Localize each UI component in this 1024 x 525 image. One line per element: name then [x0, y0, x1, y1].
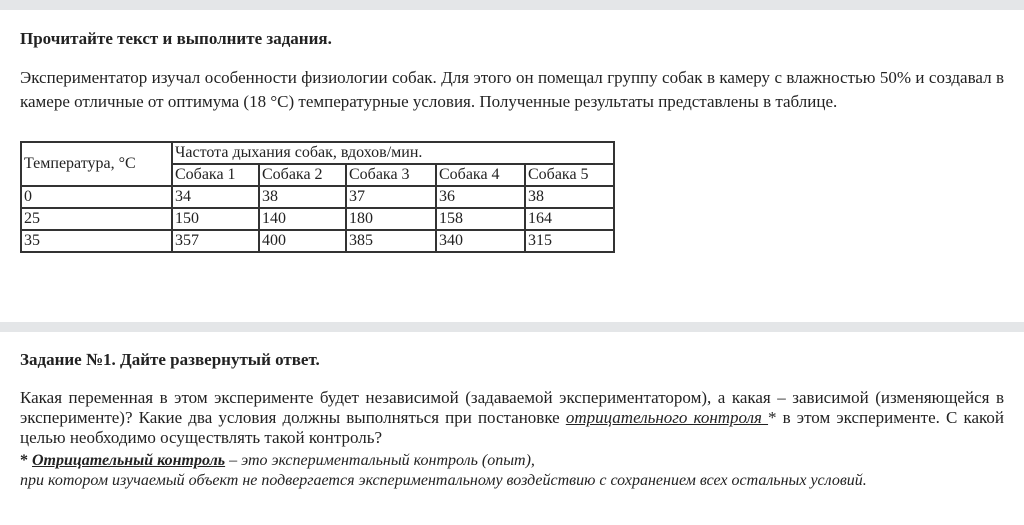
- section-divider: [0, 322, 1024, 332]
- footnote-definition-start: – это экспериментальный контроль (опыт),: [225, 452, 535, 469]
- footnote-line-1: [20, 451, 1004, 471]
- value-cell: 38: [259, 186, 346, 208]
- dog-header: Собака 3: [346, 164, 436, 186]
- temperature-cell: 35: [21, 230, 172, 252]
- value-cell: 180: [346, 208, 436, 230]
- value-cell: 38: [525, 186, 614, 208]
- footnote: [20, 451, 1004, 491]
- value-cell: 36: [436, 186, 525, 208]
- temperature-header: Температура, °C: [21, 142, 172, 186]
- respiration-group-header: Частота дыхания собак, вдохов/мин.: [172, 142, 614, 164]
- question-text-start: Какая переменная в этом эксперименте будет независимой (задаваемой экспериментатором), а какая – зависимой (изменяющейся в эксперименте)? Какие два условия должны выполняться при постановке: [20, 388, 1004, 427]
- section-title: Прочитайте текст и выполните задания.: [20, 29, 332, 48]
- value-cell: 158: [436, 208, 525, 230]
- value-cell: 140: [259, 208, 346, 230]
- table-row: [21, 186, 614, 208]
- value-cell: 34: [172, 186, 259, 208]
- value-cell: 150: [172, 208, 259, 230]
- temperature-cell: 0: [21, 186, 172, 208]
- table-row: [21, 208, 614, 230]
- dog-header: Собака 1: [172, 164, 259, 186]
- intro-paragraph: Экспериментатор изучал особенности физиологии собак. Для этого он помещал группу собак в камеру с влажностью 50% и создавал в камере отличные от оптимума (18 °C) температурные условия. Полученные результаты представлены в таблице.: [20, 68, 1004, 111]
- footnote-line-2: при котором изучаемый объект не подвергается экспериментальному воздействию с сохранением всех остальных условий.: [20, 472, 867, 489]
- dog-header: Собака 2: [259, 164, 346, 186]
- table-header-row: [21, 142, 614, 164]
- value-cell: 385: [346, 230, 436, 252]
- task-question: [20, 388, 1004, 448]
- footnote-term: Отрицательный контроль: [32, 452, 226, 469]
- value-cell: 164: [525, 208, 614, 230]
- task-title: Задание №1. Дайте развернутый ответ.: [20, 350, 320, 369]
- temperature-cell: 25: [21, 208, 172, 230]
- top-divider: [0, 0, 1024, 10]
- question-text-end: * в этом эксперименте. С какой целью необходимо осуществлять такой контроль?: [20, 408, 1004, 447]
- value-cell: 340: [436, 230, 525, 252]
- value-cell: 400: [259, 230, 346, 252]
- dog-header: Собака 5: [525, 164, 614, 186]
- respiration-table: [20, 141, 615, 253]
- value-cell: 37: [346, 186, 436, 208]
- negative-control-term: отрицательного контроля: [565, 408, 769, 427]
- value-cell: 315: [525, 230, 614, 252]
- value-cell: 357: [172, 230, 259, 252]
- dog-header: Собака 4: [436, 164, 525, 186]
- table-row: [21, 230, 614, 252]
- footnote-star: *: [20, 452, 32, 469]
